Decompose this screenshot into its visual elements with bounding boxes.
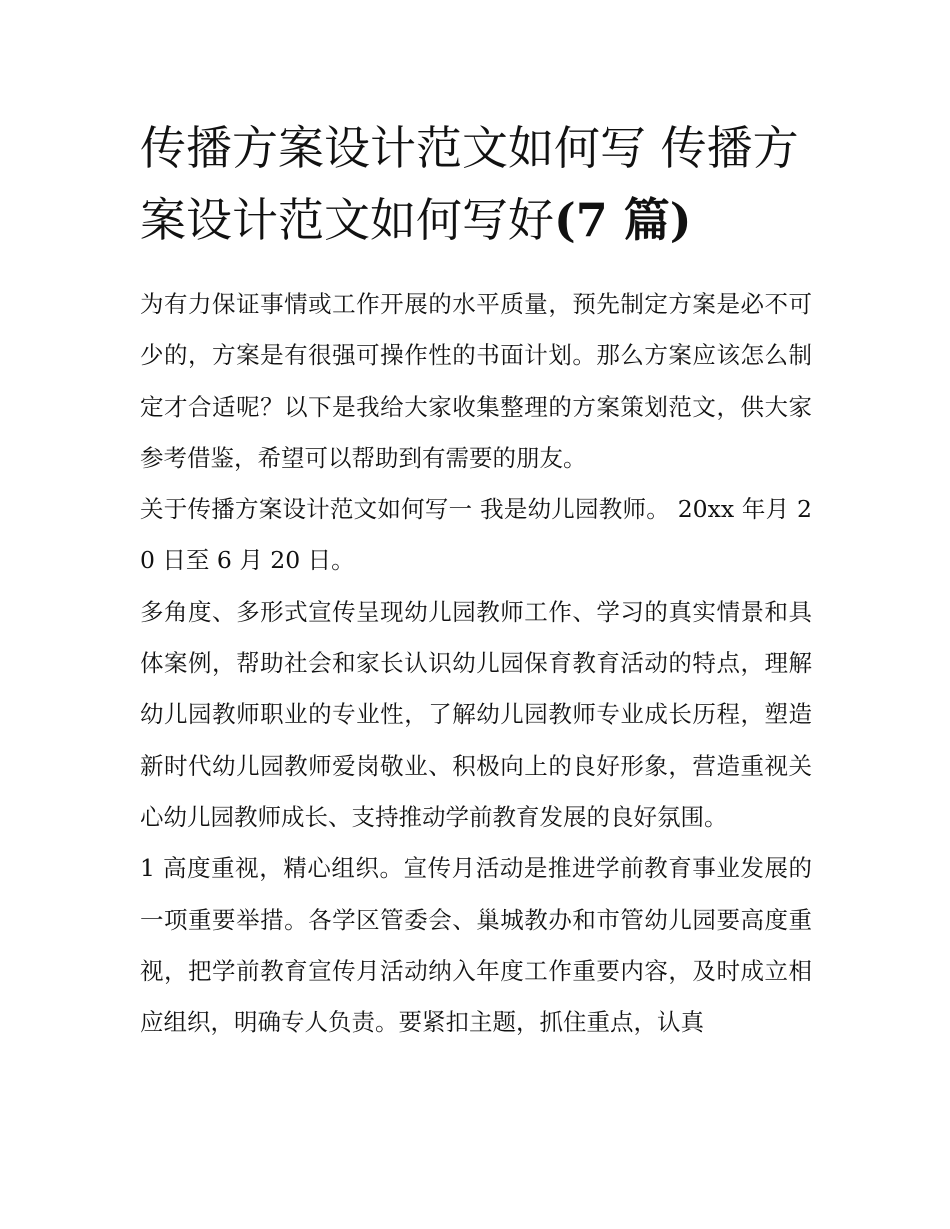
document-body bbox=[140, 279, 812, 1048]
section-heading-paragraph: 关于传播方案设计范文如何写一 我是幼儿园教师。 20xx 年月 20 日至 6 月 20 日。 bbox=[140, 495, 812, 575]
measure-paragraph: 1 高度重视，精心组织。宣传月活动是推进学前教育事业发展的一项重要举措。各学区管委会、巢城教办和市管幼儿园要高度重视，把学前教育宣传月活动纳入年度工作重要内容，及时成立相应组织，明确专人负责。要紧扣主题，抓住重点，认真 bbox=[140, 854, 812, 1037]
document-title bbox=[140, 112, 812, 256]
intro-paragraph: 为有力保证事情或工作开展的水平质量，预先制定方案是必不可少的，方案是有很强可操作性的书面计划。那么方案应该怎么制定才合适呢？以下是我给大家收集整理的方案策划范文，供大家参考借鉴，希望可以帮助到有需要的朋友。 bbox=[140, 290, 812, 472]
title-count-text: (7 篇) bbox=[554, 193, 692, 247]
title-main-text: 传播方案设计范文如何写 传播方案设计范文如何写好 bbox=[140, 121, 799, 247]
objective-paragraph: 多角度、多形式宣传呈现幼儿园教师工作、学习的真实情景和具体案例，帮助社会和家长认识幼儿园保育教育活动的特点，理解幼儿园教师职业的专业性，了解幼儿园教师专业成长历程，塑造新时代幼儿园教师爱岗敬业、积极向上的良好形象，营造重视关心幼儿园教师成长、支持推动学前教育发展的良好氛围。 bbox=[140, 597, 812, 831]
